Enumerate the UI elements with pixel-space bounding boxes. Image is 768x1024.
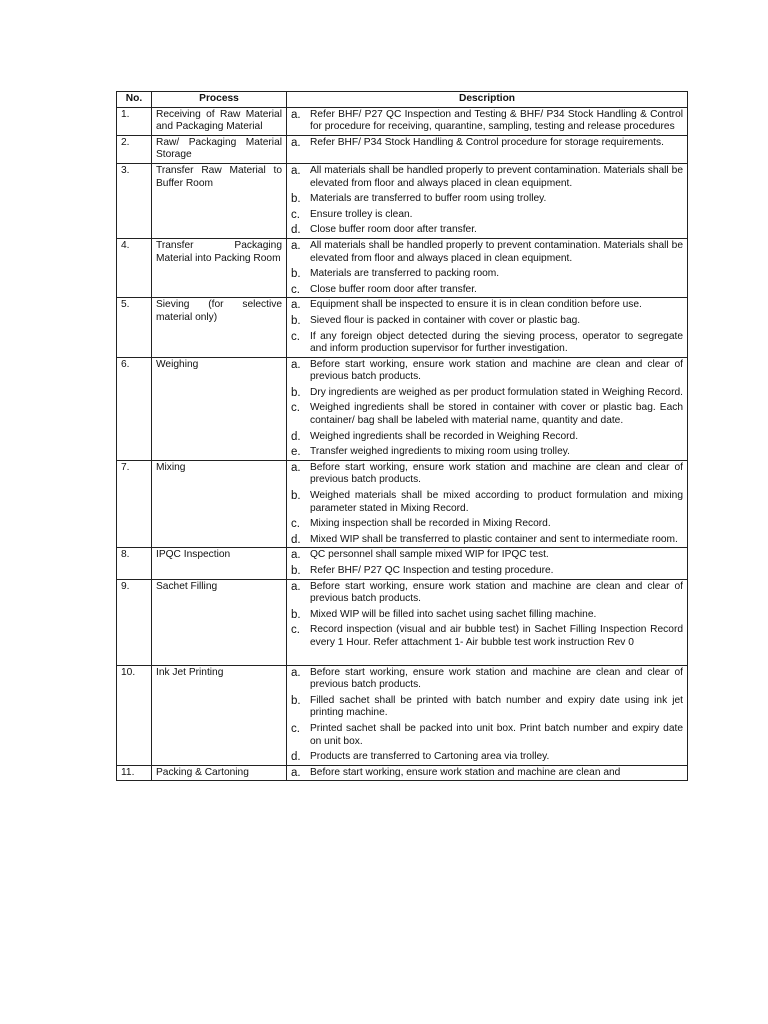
item-text: If any foreign object detected during the sieving process, operator to segregate and inform production supervisor for further investigation. xyxy=(310,330,683,355)
process-name: Mixing xyxy=(152,460,287,548)
description-item xyxy=(291,109,683,134)
description-cell xyxy=(287,548,688,579)
description-cell xyxy=(287,107,688,135)
item-text: Record inspection (visual and air bubble test) in Sachet Filling Inspection Record every 1 Hour. Refer attachment 1- Air bubble test work instruction Rev 0 xyxy=(310,624,683,648)
item-text: Equipment shall be inspected to ensure it is in clean condition before use. xyxy=(310,299,642,311)
description-list xyxy=(291,165,683,237)
description-list xyxy=(291,359,683,459)
description-list xyxy=(291,240,683,296)
row-number: 10. xyxy=(117,665,152,765)
item-text: Close buffer room door after transfer. xyxy=(310,283,477,295)
description-item xyxy=(291,240,683,265)
item-text: Refer BHF/ P27 QC Inspection and Testing & BHF/ P34 Stock Handling & Control for procedure for receiving, quarantine, sampling, testing and release procedures xyxy=(310,108,683,133)
table-row xyxy=(117,238,688,297)
description-item xyxy=(291,193,683,206)
process-name: Sieving (for selective material only) xyxy=(152,298,287,357)
description-cell xyxy=(287,357,688,460)
description-cell xyxy=(287,765,688,781)
table-header-row xyxy=(117,92,688,108)
description-list xyxy=(291,667,683,764)
description-item xyxy=(291,387,683,400)
description-item xyxy=(291,268,683,281)
item-text: Before start working, ensure work station and machine are clean and clear of previous batch products. xyxy=(310,580,683,605)
item-marker: c. xyxy=(291,330,300,343)
item-marker: c. xyxy=(291,402,300,415)
description-cell xyxy=(287,238,688,297)
description-cell xyxy=(287,163,688,238)
item-marker: c. xyxy=(291,722,300,735)
item-marker: e. xyxy=(291,446,301,459)
item-marker: c. xyxy=(291,624,300,637)
item-marker: b. xyxy=(291,193,301,206)
row-number: 1. xyxy=(117,107,152,135)
table-body xyxy=(117,107,688,781)
process-name: Sachet Filling xyxy=(152,579,287,665)
header-process: Process xyxy=(152,92,287,108)
item-marker: a. xyxy=(291,766,301,779)
process-name: Transfer Raw Material to Buffer Room xyxy=(152,163,287,238)
item-marker: d. xyxy=(291,224,301,237)
item-marker: a. xyxy=(291,164,301,177)
item-marker: a. xyxy=(291,666,301,679)
description-item xyxy=(291,315,683,328)
description-cell xyxy=(287,665,688,765)
description-item xyxy=(291,534,683,547)
row-number: 11. xyxy=(117,765,152,781)
row-number: 5. xyxy=(117,298,152,357)
description-item xyxy=(291,723,683,748)
description-cell xyxy=(287,460,688,548)
item-text: Weighed ingredients shall be stored in container with cover or plastic bag. Each container/ bag shall be labeled with material name, quantity and date. xyxy=(310,402,683,427)
description-item xyxy=(291,624,683,649)
process-name: Receiving of Raw Material and Packaging Material xyxy=(152,107,287,135)
process-name: Ink Jet Printing xyxy=(152,665,287,765)
item-text: All materials shall be handled properly to prevent contamination. Materials shall be elevated from floor and always placed in clean equipment. xyxy=(310,164,683,189)
item-marker: d. xyxy=(291,430,301,443)
description-item xyxy=(291,224,683,237)
description-item xyxy=(291,767,683,780)
table-row xyxy=(117,579,688,665)
description-item xyxy=(291,165,683,190)
description-item xyxy=(291,431,683,444)
description-item xyxy=(291,462,683,487)
table-row xyxy=(117,107,688,135)
description-item xyxy=(291,490,683,515)
item-marker: b. xyxy=(291,694,301,707)
item-marker: a. xyxy=(291,461,301,474)
description-item xyxy=(291,284,683,297)
row-number: 7. xyxy=(117,460,152,548)
item-text: Refer BHF/ P34 Stock Handling & Control procedure for storage requirements. xyxy=(310,136,664,148)
process-name: Weighing xyxy=(152,357,287,460)
item-text: Dry ingredients are weighed as per product formulation stated in Weighing Record. xyxy=(310,386,683,398)
item-text: Mixed WIP will be filled into sachet using sachet filling machine. xyxy=(310,608,597,620)
item-text: Before start working, ensure work station and machine are clean and xyxy=(310,766,621,778)
description-cell xyxy=(287,579,688,665)
table-row xyxy=(117,548,688,579)
description-list xyxy=(291,299,683,355)
description-list xyxy=(291,462,683,547)
item-text: QC personnel shall sample mixed WIP for IPQC test. xyxy=(310,549,549,561)
item-text: Weighed ingredients shall be recorded in Weighing Record. xyxy=(310,430,579,442)
description-item xyxy=(291,402,683,427)
item-text: Before start working, ensure work station and machine are clean and clear of previous batch products. xyxy=(310,666,683,691)
item-marker: d. xyxy=(291,751,301,764)
row-number: 6. xyxy=(117,357,152,460)
item-text: Mixing inspection shall be recorded in Mixing Record. xyxy=(310,518,551,530)
description-item xyxy=(291,446,683,459)
item-text: Refer BHF/ P27 QC Inspection and testing procedure. xyxy=(310,565,554,576)
table-row xyxy=(117,357,688,460)
item-text: Close buffer room door after transfer. xyxy=(310,224,477,236)
item-text: Weighed materials shall be mixed according to product formulation and mixing parameter stated in Mixing Record. xyxy=(310,490,683,514)
description-item xyxy=(291,609,683,622)
description-item xyxy=(291,137,683,150)
process-name: Transfer Packaging Material into Packing Room xyxy=(152,238,287,297)
item-marker: a. xyxy=(291,549,301,562)
item-text: Materials are transferred to packing room. xyxy=(310,268,500,280)
row-number: 8. xyxy=(117,548,152,579)
description-cell xyxy=(287,135,688,163)
row-number: 2. xyxy=(117,135,152,163)
item-marker: a. xyxy=(291,358,301,371)
description-item xyxy=(291,549,683,562)
table-row xyxy=(117,163,688,238)
item-marker: a. xyxy=(291,299,301,312)
item-marker: c. xyxy=(291,283,300,296)
description-item xyxy=(291,751,683,764)
description-item xyxy=(291,565,683,578)
description-item xyxy=(291,518,683,531)
item-text: Before start working, ensure work station and machine are clean and clear of previous batch products. xyxy=(310,461,683,486)
table-row xyxy=(117,460,688,548)
description-list xyxy=(291,549,683,577)
item-text: Mixed WIP shall be transferred to plastic container and sent to intermediate room. xyxy=(310,533,678,545)
header-no: No. xyxy=(117,92,152,108)
process-name: Packing & Cartoning xyxy=(152,765,287,781)
item-text: All materials shall be handled properly to prevent contamination. Materials shall be elevated from floor and always placed in clean equipment. xyxy=(310,239,683,264)
process-name: IPQC Inspection xyxy=(152,548,287,579)
table-row xyxy=(117,665,688,765)
item-text: Transfer weighed ingredients to mixing room using trolley. xyxy=(310,446,570,458)
item-marker: a. xyxy=(291,108,301,121)
item-text: Materials are transferred to buffer room using trolley. xyxy=(310,193,547,205)
description-item xyxy=(291,581,683,606)
process-table xyxy=(116,91,688,781)
item-marker: b. xyxy=(291,268,301,281)
item-text: Products are transferred to Cartoning area via trolley. xyxy=(310,751,550,763)
description-item xyxy=(291,695,683,720)
item-marker: a. xyxy=(291,136,301,149)
header-description: Description xyxy=(287,92,688,108)
table-row xyxy=(117,765,688,781)
table-row xyxy=(117,298,688,357)
row-number: 4. xyxy=(117,238,152,297)
row-number: 9. xyxy=(117,579,152,665)
process-name: Raw/ Packaging Material Storage xyxy=(152,135,287,163)
description-item xyxy=(291,331,683,356)
item-marker: b. xyxy=(291,386,301,399)
item-text: Sieved flour is packed in container with cover or plastic bag. xyxy=(310,314,581,326)
description-list xyxy=(291,109,683,134)
item-marker: b. xyxy=(291,565,301,577)
item-marker: c. xyxy=(291,208,300,221)
table-row xyxy=(117,135,688,163)
item-marker: a. xyxy=(291,580,301,593)
item-marker: b. xyxy=(291,608,301,621)
description-item xyxy=(291,667,683,692)
description-cell xyxy=(287,298,688,357)
item-text: Filled sachet shall be printed with batch number and expiry date using ink jet printing machine. xyxy=(310,694,683,719)
item-marker: d. xyxy=(291,533,301,546)
item-marker: a. xyxy=(291,239,301,252)
item-text: Before start working, ensure work station and machine are clean and clear of previous batch products. xyxy=(310,358,683,383)
description-item xyxy=(291,209,683,222)
description-list xyxy=(291,137,683,150)
item-text: Ensure trolley is clean. xyxy=(310,208,413,220)
item-marker: b. xyxy=(291,490,301,503)
description-item xyxy=(291,299,683,312)
item-marker: c. xyxy=(291,518,300,531)
row-number: 3. xyxy=(117,163,152,238)
description-list xyxy=(291,581,683,650)
item-marker: b. xyxy=(291,314,301,327)
description-list xyxy=(291,767,683,780)
cell-spacer xyxy=(291,650,683,664)
item-text: Printed sachet shall be packed into unit box. Print batch number and expiry date on unit box. xyxy=(310,722,683,747)
description-item xyxy=(291,359,683,384)
